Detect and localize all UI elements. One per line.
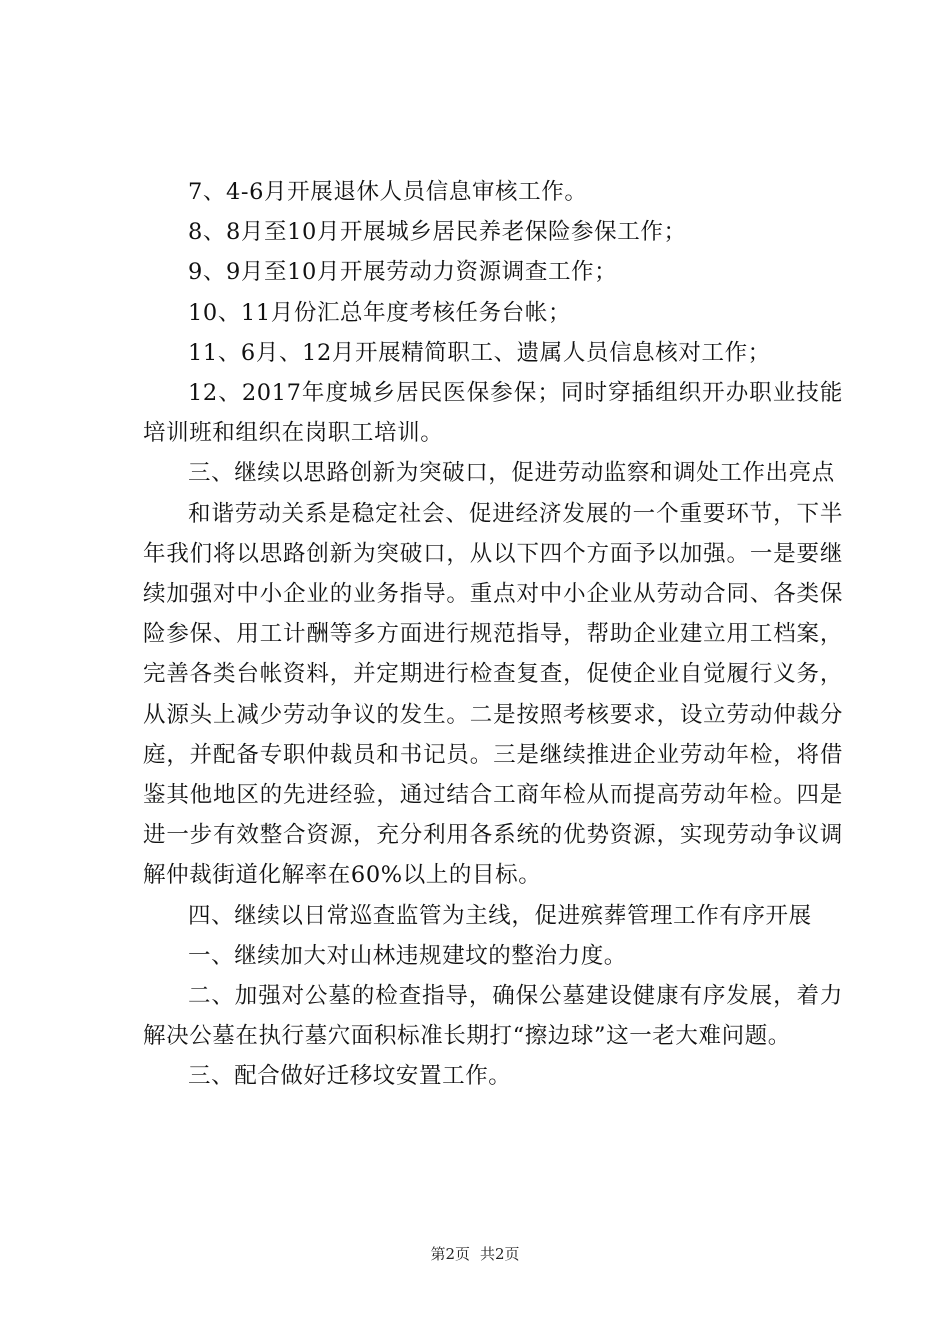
page-number: 第2页: [430, 1245, 470, 1263]
list-item-9: 9、9月至10月开展劳动力资源调查工作；: [188, 259, 618, 286]
page-footer: [0, 1244, 950, 1264]
sub-item-3: 三、配合做好迁移坟安置工作。: [188, 1063, 512, 1090]
list-item-11: 11、6月、12月开展精简职工、遗属人员信息核对工作；: [188, 339, 771, 366]
section-heading-3: 三、继续以思路创新为突破口，促进劳动监察和调处工作出亮点: [188, 460, 835, 487]
list-item-12: 12、2017年度城乡居民医保参保；同时穿插组织开办职业技能培训班和组织在岗职工培训。: [143, 380, 843, 447]
page-total: 共2页: [480, 1245, 520, 1263]
list-item-10: 10、11月份汇总年度考核任务台帐；: [188, 299, 572, 326]
body-paragraph-labor-relations: 和谐劳动关系是稳定社会、促进经济发展的一个重要环节，下半年我们将以思路创新为突破口，从以下四个方面予以加强。一是要继续加强对中小企业的业务指导。重点对中小企业从劳动合同、各类保险参保、用工计酬等多方面进行规范指导，帮助企业建立用工档案，完善各类台帐资料，并定期进行检查复查，促使企业自觉履行义务，从源头上减少劳动争议的发生。二是按照考核要求，设立劳动仲裁分庭，并配备专职仲裁员和书记员。三是继续推进企业劳动年检，将借鉴其他地区的先进经验，通过结合工商年检从而提高劳动年检。四是进一步有效整合资源，充分利用各系统的优势资源，实现劳动争议调解仲裁街道化解率在60%以上的目标。: [143, 500, 843, 889]
sub-item-2: 二、加强对公墓的检查指导，确保公墓建设健康有序发展，着力解决公墓在执行墓穴面积标准长期打“擦边球”这一老大难问题。: [143, 983, 843, 1050]
section-heading-4: 四、继续以日常巡查监管为主线，促进殡葬管理工作有序开展: [188, 902, 812, 929]
list-item-8: 8、8月至10月开展城乡居民养老保险参保工作；: [188, 219, 687, 246]
document-body: [143, 172, 843, 1097]
list-item-7: 7、4-6月开展退休人员信息审核工作。: [188, 179, 588, 205]
sub-item-1: 一、继续加大对山林违规建坟的整治力度。: [188, 942, 627, 969]
